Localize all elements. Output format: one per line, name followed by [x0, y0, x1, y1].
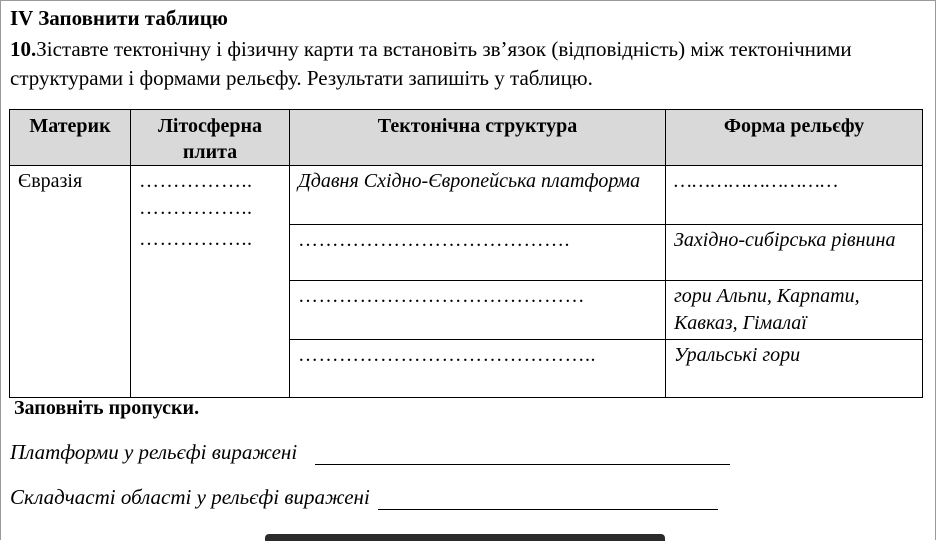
section-heading: IV Заповнити таблицю [10, 6, 228, 30]
answer-blank[interactable] [378, 489, 718, 510]
table-row [10, 166, 923, 225]
header-plate: Літосферна плита [131, 110, 290, 166]
cell-plate: …………….. [131, 224, 290, 280]
task-number: 10. [10, 37, 37, 61]
fill-label: Платформи у рельєфі виражені [10, 440, 298, 464]
cell-relief: Західно-сибірська рівнина [666, 224, 923, 280]
header-relief: Форма рельєфу [666, 110, 923, 166]
fill-heading: Заповніть пропуски. [14, 397, 200, 419]
task-paragraph [10, 35, 910, 93]
table-header-row [10, 110, 923, 166]
fill-item-folded [10, 485, 718, 510]
cell-relief: ……………………… [666, 166, 923, 225]
header-structure: Тектонічна структура [290, 110, 666, 166]
table-row [10, 339, 923, 397]
cell-relief: Уральські гори [666, 339, 923, 397]
cell-plate: …………….. …………….. [131, 166, 290, 225]
fill-item-platforms [10, 440, 730, 465]
horizontal-scrollbar[interactable] [265, 534, 665, 541]
answer-blank[interactable] [315, 444, 730, 465]
cell-continent: Євразія [10, 166, 131, 398]
cell-structure: …………………………………….. [290, 339, 666, 397]
table-row [10, 224, 923, 280]
cell-structure: …………………………………… [290, 280, 666, 339]
cell-relief: гори Альпи, Карпати, Кавказ, Гімалаї [666, 280, 923, 339]
table-row [10, 280, 923, 339]
cell-structure: …………………………………. [290, 224, 666, 280]
cell-plate [131, 339, 290, 397]
header-continent: Материк [10, 110, 131, 166]
fill-label: Складчасті області у рельєфі виражені [10, 485, 370, 509]
task-text: Зіставте тектонічну і фізичну карти та встановіть зв’язок (відповідність) між тектонічними структурами і формами рельєфу. Результати запишіть у таблицю. [10, 37, 852, 90]
cell-plate [131, 280, 290, 339]
cell-structure: Ддавня Східно-Європейська платформа [290, 166, 666, 225]
relief-table [9, 109, 923, 398]
